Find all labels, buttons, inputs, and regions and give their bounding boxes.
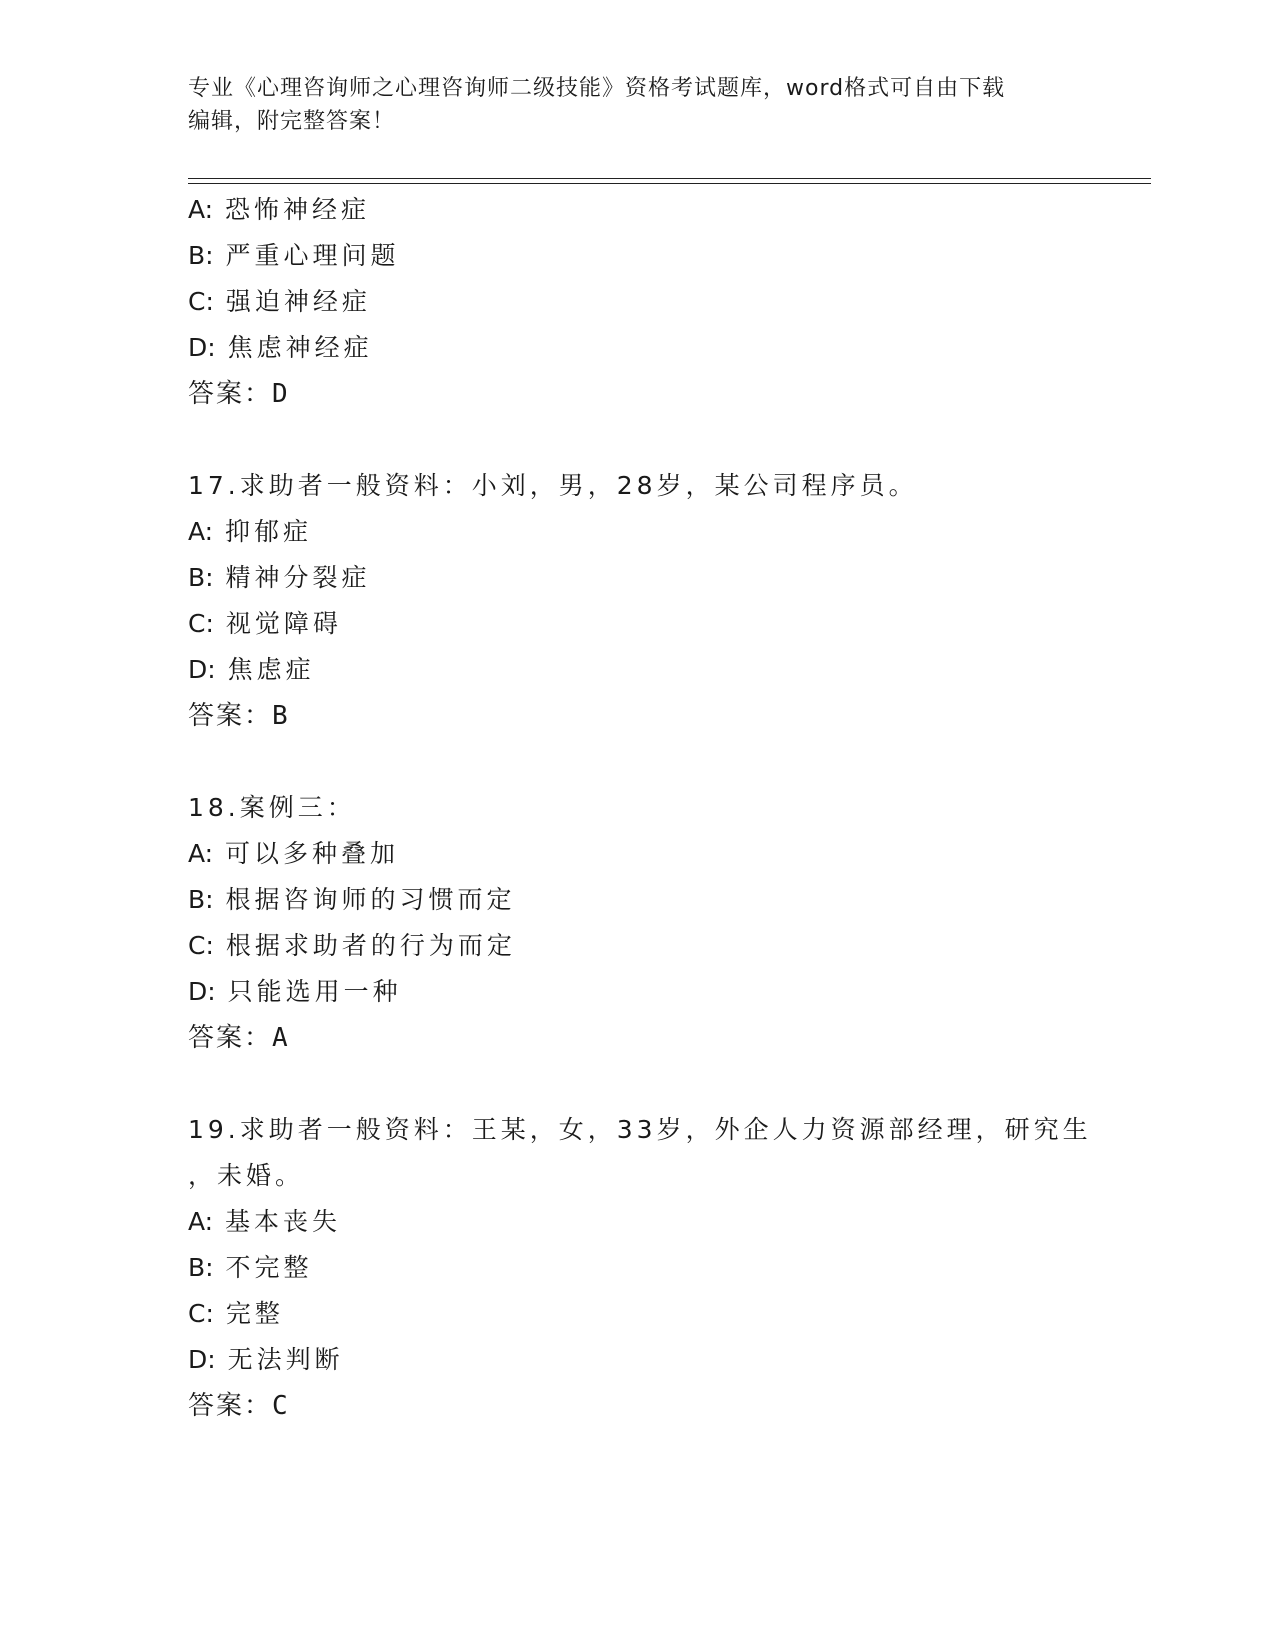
spacer xyxy=(188,417,1088,463)
answer-line: 答案：D xyxy=(188,379,288,409)
question-16-continuation xyxy=(188,187,1088,417)
header-title-line-2: 编辑，附完整答案！ xyxy=(188,109,396,134)
option-d: D: 焦虑神经症 xyxy=(188,333,373,362)
question-stem: 18.案例三： xyxy=(188,793,356,822)
option-b: B: 根据咨询师的习惯而定 xyxy=(188,885,516,914)
spacer xyxy=(188,1061,1088,1107)
header-divider-top xyxy=(188,178,1151,179)
option-a: A: 可以多种叠加 xyxy=(188,839,400,868)
question-19 xyxy=(188,1107,1092,1429)
option-c: C: 强迫神经症 xyxy=(188,287,371,316)
question-stem: 19.求助者一般资料：王某，女，33岁，外企人力资源部经理，研究生 xyxy=(188,1115,1092,1144)
answer-line: 答案：A xyxy=(188,1023,288,1053)
option-c: C: 完整 xyxy=(188,1299,284,1328)
option-c: C: 根据求助者的行为而定 xyxy=(188,931,516,960)
option-b: B: 精神分裂症 xyxy=(188,563,371,592)
document-header xyxy=(188,72,1088,138)
option-d: D: 焦虑症 xyxy=(188,655,315,684)
header-divider-bottom xyxy=(188,183,1151,184)
answer-line: 答案：B xyxy=(188,701,288,731)
option-d: D: 无法判断 xyxy=(188,1345,344,1374)
answer-line: 答案：C xyxy=(188,1391,288,1421)
option-d: D: 只能选用一种 xyxy=(188,977,402,1006)
question-content xyxy=(188,187,1092,1429)
option-a: A: 恐怖神经症 xyxy=(188,195,371,224)
header-title-line-1: 专业《心理咨询师之心理咨询师二级技能》资格考试题库，word格式可自由下载 xyxy=(188,76,1006,101)
question-stem-continuation: ，未婚。 xyxy=(188,1161,305,1190)
question-stem: 17.求助者一般资料：小刘，男，28岁，某公司程序员。 xyxy=(188,471,918,500)
option-a: A: 基本丧失 xyxy=(188,1207,342,1236)
option-c: C: 视觉障碍 xyxy=(188,609,342,638)
option-b: B: 严重心理问题 xyxy=(188,241,400,270)
question-17 xyxy=(188,463,1088,739)
spacer xyxy=(188,739,1088,785)
option-b: B: 不完整 xyxy=(188,1253,313,1282)
question-18 xyxy=(188,785,1088,1061)
option-a: A: 抑郁症 xyxy=(188,517,313,546)
